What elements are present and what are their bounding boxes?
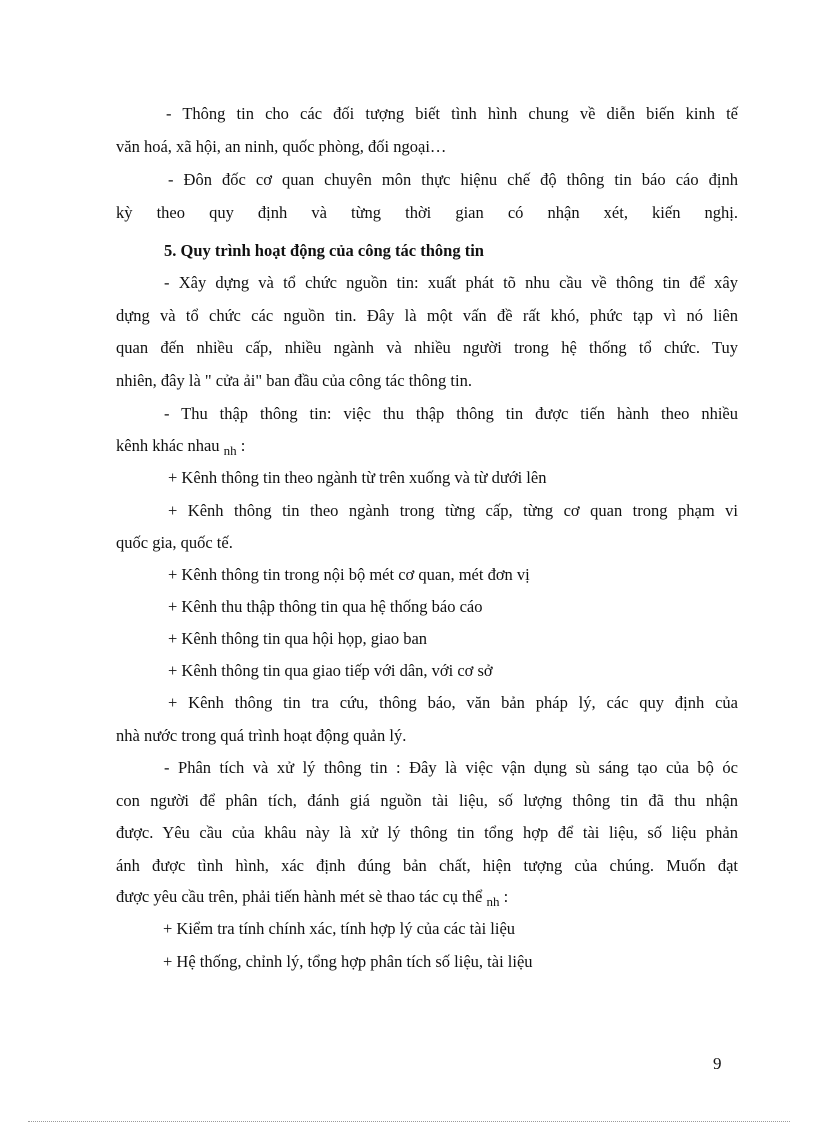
text-line: dựng và tổ chức các nguồn tin. Đây là một vấn đề rất khó, phức tạp vì nó liên [116,306,738,325]
text-line: - Xây dựng và tổ chức nguồn tin: xuất phát tõ nhu cầu về thông tin để xây [164,273,738,292]
page-bottom-divider [28,1121,790,1122]
page-number: 9 [713,1054,722,1073]
section-heading: 5. Quy trình hoạt động của công tác thông tin [164,241,484,260]
list-item: + Kênh thông tin theo ngành từ trên xuống và từ dưới lên [168,468,547,487]
list-item: + Hệ thống, chỉnh lý, tổng hợp phân tích số liệu, tài liệu [163,952,533,971]
text-line: văn hoá, xã hội, an ninh, quốc phòng, đối ngoại… [116,137,447,156]
text-line: quan đến nhiều cấp, nhiều ngành và nhiều người trong hệ thống tổ chức. Tuy [116,338,738,357]
text-line [116,436,245,457]
text-line: - Thông tin cho các đối tượng biết tình hình chung về diễn biến kinh tế [166,104,738,123]
list-item: + Kênh thông tin trong nội bộ mét cơ quan, mét đơn vị [168,565,530,584]
text-line: kỳ theo quy định và từng thời gian có nhận xét, kiến nghị. [116,203,738,222]
list-item: + Kênh thông tin qua giao tiếp với dân, với cơ sở [168,661,493,680]
nh-marker: nh [486,894,500,909]
list-item: + Kênh thông tin tra cứu, thông báo, văn bản pháp lý, các quy định của [168,693,738,712]
text-line: con người để phân tích, đánh giá nguồn tài liệu, số lượng thông tin đã thu nhận [116,791,738,810]
text-segment: kênh khác nhau [116,436,220,455]
text-line: - Đôn đốc cơ quan chuyên môn thực hiệnu chế độ thông tin báo cáo định [168,170,738,189]
text-line [116,887,508,908]
nh-marker: nh [223,443,237,458]
text-line: ánh được tình hình, xác định đúng bản chất, hiện tượng của chúng. Muốn đạt [116,856,738,875]
text-line: nhà nước trong quá trình hoạt động quản lý. [116,726,407,745]
text-segment: được yêu cầu trên, phải tiến hành mét sè thao tác cụ thể [116,887,483,906]
list-item: + Kênh thông tin qua hội họp, giao ban [168,629,428,648]
text-line: nhiên, đây là " cửa ải" ban đầu của công tác thông tin. [116,371,472,390]
text-line: - Thu thập thông tin: việc thu thập thông tin được tiến hành theo nhiều [164,404,738,423]
list-item: + Kênh thu thập thông tin qua hệ thống báo cáo [168,597,483,616]
colon-mark: : [240,436,246,455]
colon-mark: : [503,887,509,906]
list-item: + Kiểm tra tính chính xác, tính hợp lý của các tài liệu [163,919,516,938]
text-line: - Phân tích và xử lý thông tin : Đây là việc vận dụng sù sáng tạo của bộ óc [164,758,738,777]
text-line: được. Yêu cầu của khâu này là xử lý thông tin tổng hợp để tài liệu, số liệu phản [116,823,738,842]
text-line: quốc gia, quốc tế. [116,533,233,552]
list-item: + Kênh thông tin theo ngành trong từng cấp, từng cơ quan trong phạm vi [168,501,738,520]
